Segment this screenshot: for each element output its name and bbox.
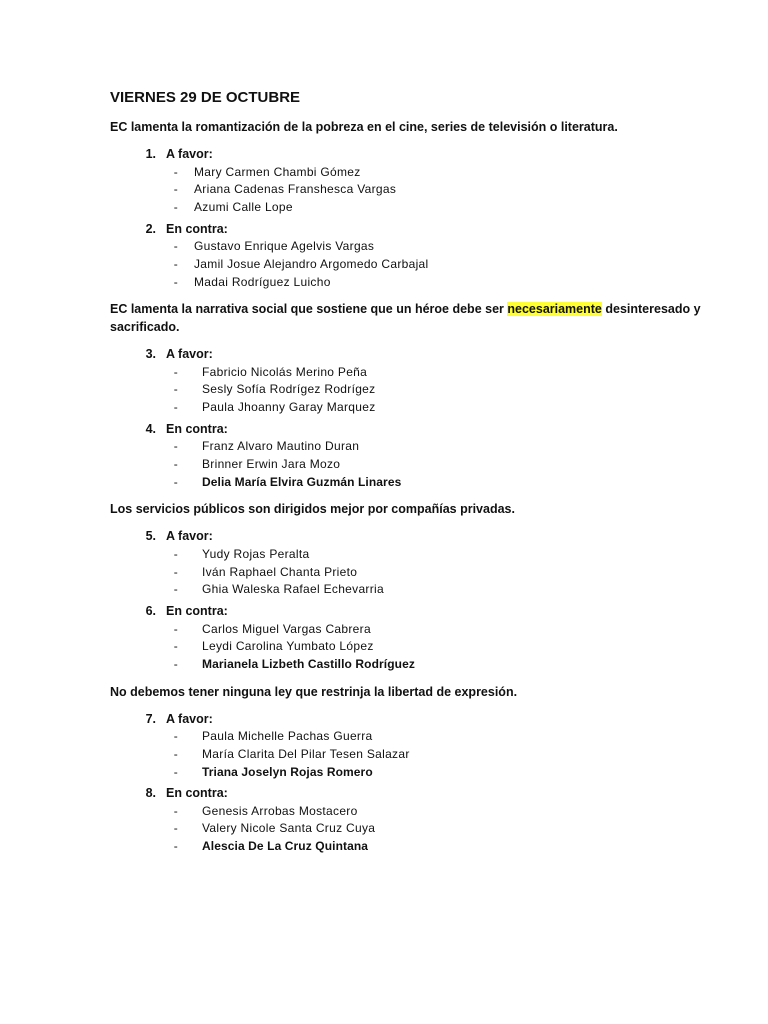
team-heading — [110, 528, 710, 546]
team-heading — [110, 785, 710, 803]
list-item — [110, 364, 710, 382]
page-title: VIERNES 29 DE OCTUBRE — [110, 89, 301, 106]
list-item — [110, 746, 710, 764]
team-group — [110, 603, 710, 674]
participant-name: Madai Rodríguez Luicho — [194, 274, 331, 289]
debate-sections — [110, 118, 710, 856]
participant-name: Delia María Elvira Guzmán Linares — [202, 474, 402, 489]
motion-section — [110, 300, 710, 491]
team-side-label: En contra: — [166, 786, 228, 801]
motion-section — [110, 683, 710, 856]
list-dash-marker: - — [173, 582, 178, 597]
list-dash-marker: - — [173, 746, 178, 761]
team-number: 6. — [145, 604, 156, 619]
team-number: 8. — [145, 786, 156, 801]
participant-name: Brinner Erwin Jara Mozo — [202, 457, 341, 472]
list-dash-marker: - — [173, 564, 178, 579]
participant-name: Carlos Miguel Vargas Cabrera — [202, 621, 371, 636]
motion-section — [110, 500, 710, 673]
team-member-list — [110, 621, 710, 674]
motion-text-continued: desinteresado y sacrificado. — [110, 302, 701, 335]
team-side-label: A favor: — [166, 347, 213, 362]
team-heading — [110, 421, 710, 439]
participant-name: Alescia De La Cruz Quintana — [202, 839, 369, 854]
team-side-label: En contra: — [166, 221, 228, 236]
motion-statement — [110, 300, 710, 336]
team-member-list — [110, 364, 710, 417]
list-item — [110, 581, 710, 599]
list-item — [110, 803, 710, 821]
list-dash-marker: - — [173, 457, 178, 472]
list-dash-marker: - — [173, 839, 178, 854]
list-item — [110, 621, 710, 639]
team-number: 1. — [145, 147, 156, 161]
list-item — [110, 256, 710, 274]
list-item — [110, 164, 710, 182]
participant-name: Triana Joselyn Rojas Romero — [202, 764, 373, 779]
list-item — [110, 399, 710, 417]
list-item — [110, 728, 710, 746]
list-dash-marker: - — [173, 764, 178, 779]
team-heading — [110, 221, 710, 239]
team-group — [110, 346, 710, 417]
list-dash-marker: - — [173, 239, 178, 254]
list-dash-marker: - — [173, 546, 178, 561]
motion-text: EC lamenta la romantización de la pobreza en el cine, series de televisión o literatura. — [110, 120, 618, 134]
list-item — [110, 764, 710, 782]
list-item — [110, 381, 710, 399]
team-number: 7. — [145, 711, 156, 726]
motion-statement — [110, 500, 710, 518]
team-group — [110, 711, 710, 782]
participant-name: Sesly Sofía Rodrígez Rodrígez — [202, 382, 376, 397]
motion-section — [110, 118, 710, 291]
team-group — [110, 146, 710, 217]
highlighted-word: necesariamente — [507, 302, 602, 317]
team-member-list — [110, 164, 710, 217]
participant-name: Franz Alvaro Mautino Duran — [202, 439, 360, 454]
team-group — [110, 785, 710, 856]
team-heading — [110, 146, 710, 164]
team-number: 5. — [145, 529, 156, 544]
list-item — [110, 820, 710, 838]
participant-name: Gustavo Enrique Agelvis Vargas — [194, 239, 375, 254]
participant-name: Paula Jhoanny Garay Marquez — [202, 400, 376, 415]
team-member-list — [110, 438, 710, 491]
team-group — [110, 221, 710, 292]
team-member-list — [110, 546, 710, 599]
list-dash-marker: - — [173, 199, 178, 214]
list-item — [110, 474, 710, 492]
list-item — [110, 438, 710, 456]
participant-name: María Clarita Del Pilar Tesen Salazar — [202, 746, 410, 761]
document-page — [110, 88, 710, 865]
participant-name: Ghia Waleska Rafael Echevarria — [202, 582, 384, 597]
list-dash-marker: - — [173, 400, 178, 415]
list-dash-marker: - — [173, 164, 178, 179]
list-item — [110, 638, 710, 656]
list-item — [110, 199, 710, 217]
team-side-label: En contra: — [166, 421, 228, 436]
team-number: 2. — [145, 221, 156, 236]
participant-name: Genesis Arrobas Mostacero — [202, 803, 358, 818]
participant-name: Leydi Carolina Yumbato López — [202, 639, 374, 654]
team-member-list — [110, 728, 710, 781]
team-number: 3. — [145, 347, 156, 362]
motion-statement — [110, 683, 710, 701]
team-side-label: A favor: — [166, 711, 213, 726]
team-side-label: A favor: — [166, 529, 213, 544]
team-member-list — [110, 238, 710, 291]
team-number: 4. — [145, 421, 156, 436]
team-member-list — [110, 803, 710, 856]
team-side-label: En contra: — [166, 604, 228, 619]
participant-name: Iván Raphael Chanta Prieto — [202, 564, 358, 579]
motion-statement — [110, 118, 710, 136]
participant-name: Yudy Rojas Peralta — [202, 546, 310, 561]
list-item — [110, 546, 710, 564]
participant-name: Fabricio Nicolás Merino Peña — [202, 364, 368, 379]
motion-text: Los servicios públicos son dirigidos mejor por compañías privadas. — [110, 502, 515, 517]
list-dash-marker: - — [173, 256, 178, 271]
participant-name: Ariana Cadenas Franshesca Vargas — [194, 182, 397, 197]
team-heading — [110, 711, 710, 729]
list-item — [110, 838, 710, 856]
list-dash-marker: - — [173, 274, 178, 289]
list-dash-marker: - — [173, 621, 178, 636]
participant-name: Jamil Josue Alejandro Argomedo Carbajal — [194, 256, 429, 271]
list-item — [110, 456, 710, 474]
participant-name: Mary Carmen Chambi Gómez — [194, 164, 361, 179]
participant-name: Azumi Calle Lope — [194, 199, 293, 214]
list-dash-marker: - — [173, 729, 178, 744]
list-dash-marker: - — [173, 182, 178, 197]
list-dash-marker: - — [173, 382, 178, 397]
list-item — [110, 564, 710, 582]
list-dash-marker: - — [173, 439, 178, 454]
participant-name: Valery Nicole Santa Cruz Cuya — [202, 821, 376, 836]
list-item — [110, 656, 710, 674]
list-dash-marker: - — [173, 364, 178, 379]
team-group — [110, 528, 710, 599]
team-side-label: A favor: — [166, 147, 213, 161]
participant-name: Marianela Lizbeth Castillo Rodríguez — [202, 656, 415, 671]
list-item — [110, 274, 710, 292]
list-dash-marker: - — [173, 821, 178, 836]
team-heading — [110, 346, 710, 364]
list-item — [110, 238, 710, 256]
motion-text: No debemos tener ninguna ley que restrinja la libertad de expresión. — [110, 684, 518, 699]
list-item — [110, 181, 710, 199]
motion-text: EC lamenta la narrativa social que sostiene que un héroe debe ser — [110, 302, 508, 317]
participant-name: Paula Michelle Pachas Guerra — [202, 729, 373, 744]
team-heading — [110, 603, 710, 621]
list-dash-marker: - — [173, 803, 178, 818]
team-group — [110, 421, 710, 492]
list-dash-marker: - — [173, 656, 178, 671]
list-dash-marker: - — [173, 639, 178, 654]
list-dash-marker: - — [173, 474, 178, 489]
